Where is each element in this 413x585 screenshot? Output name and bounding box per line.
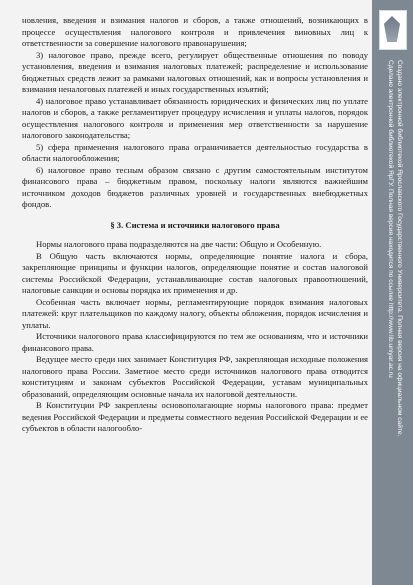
paragraph: Особенная часть включает нормы, регламентирующие порядок взимания налоговых платежей: круг плательщиков по каждому налогу, объекты обложения, порядок исчисления и уплаты. (22, 296, 368, 330)
watermark-line: Создано электронной библиотекой Ярославского Государственного Университета. Полная версия на официальном сайте. (396, 60, 403, 437)
library-logo (379, 10, 407, 50)
paragraph: 5) сфера применения налогового права ограничивается деятельностью государства в области налогообложения; (22, 141, 368, 163)
paragraph: новления, введения и взимания налогов и сборов, а также отношений, возникающих в процессе осуществления налогового контроля и привлечения виновных лиц к ответственности за совершение налогового правонарушения; (22, 15, 368, 48)
paragraph: Источники налогового права классифицируются по тем же основаниям, что и источники финансового права. (22, 331, 368, 353)
paragraph: 3) налоговое право, прежде всего, регулирует общественные отношения по поводу установления, введения и взимания налоговых платежей; распределение и использование бюджетных средств лежит за рамками налоговых отношений, как и вопросы установления и взимания неналоговых платежей и иных государственных изъятий; (22, 49, 368, 94)
paragraph: В Конституции РФ закреплены основополагающие нормы налогового права: предмет ведения Российской Федерации и предметы совместного ведения Российской Федерации и ее субъектов в области налогообло- (22, 400, 368, 433)
paragraph: Нормы налогового права подразделяются на две части: Общую и Особенную. (36, 239, 322, 249)
watermark-line: Сделано электронной библиотекой ЯрГУ. Полная версия находится по ссылке http://www.lib.uniyar.ac.ru (387, 60, 394, 378)
paragraph: 4) налоговое право устанавливает обязанность юридических и физических лиц по уплате налогов и сборов, а также регламентирует процедуру исчисления и уплаты налогов, порядок осуществления налогового контроля и применения мер ответственности за нарушение налогового законодательства; (22, 95, 368, 140)
paragraph: 6) налоговое право тесным образом связано с другим самостоятельным институтом финансового права – бюджетным правом, поскольку налоги являются важнейшим источником доходов бюджетов различных уровней и государственных внебюджетных фондов. (22, 164, 368, 209)
paragraph: Ведущее место среди них занимает Конституция РФ, закрепляющая исходные положения налогового права России. Заметное место среди источников налогового права отводится конституциям и законам субъектов Российской Федерации, уставам муниципальных образований, определяющим основные начала их налоговой деятельности. (22, 354, 368, 399)
section-heading: § 3. Система и источники налогового права (110, 219, 280, 230)
logo-emblem-icon (384, 16, 400, 42)
watermark-text (380, 60, 404, 580)
paragraph: В Общую часть включаются нормы, определяющие понятие налога и сбора, закрепляющие принципы и функции налогов, определяющие понятие и состав налоговой системы Российской Федерации, устанавливающие состав налоговых правоотношений, налоговые санкции и основы порядка их применения и др. (22, 250, 368, 295)
page-body (22, 15, 368, 435)
